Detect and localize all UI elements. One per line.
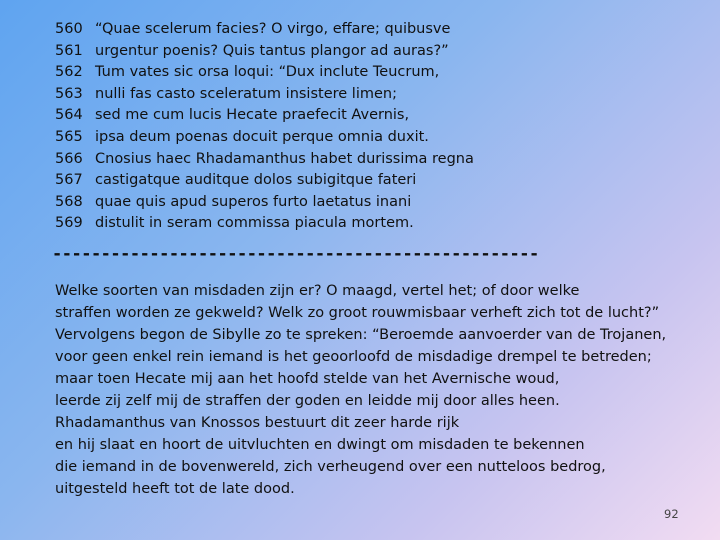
translation-line: die iemand in de bovenwereld, zich verheugend over een nutteloos bedrog, bbox=[55, 459, 606, 475]
line-number: 564 bbox=[55, 107, 83, 124]
translation-line: leerde zij zelf mij de straffen der goden en leidde mij door alles heen. bbox=[55, 393, 560, 409]
dashed-divider: -------------------------------------------------- bbox=[52, 244, 539, 264]
latin-line bbox=[55, 213, 474, 235]
line-number: 568 bbox=[55, 193, 83, 210]
dutch-translation-block bbox=[55, 280, 666, 500]
line-number: 562 bbox=[55, 64, 83, 81]
line-number: 567 bbox=[55, 172, 83, 189]
line-number: 565 bbox=[55, 128, 83, 145]
line-number: 561 bbox=[55, 42, 83, 59]
translation-line: Rhadamanthus van Knossos bestuurt dit zeer harde rijk bbox=[55, 415, 460, 431]
translation-line: uitgesteld heeft tot de late dood. bbox=[55, 481, 295, 497]
line-number: 569 bbox=[55, 215, 83, 232]
latin-verse: castigatque auditque dolos subigitque fateri bbox=[95, 172, 417, 189]
translation-line: voor geen enkel rein iemand is het geoorloofd de misdadige drempel te betreden; bbox=[55, 349, 652, 365]
latin-line bbox=[55, 19, 474, 41]
latin-verse: sed me cum lucis Hecate praefecit Avernis, bbox=[95, 107, 410, 124]
translation-line: Vervolgens begon de Sibylle zo te spreken: “Beroemde aanvoerder van de Trojanen, bbox=[55, 327, 667, 343]
latin-line bbox=[55, 105, 474, 127]
page-number: 92 bbox=[664, 507, 679, 521]
latin-verse: “Quae scelerum facies? O virgo, effare; quibusve bbox=[95, 21, 451, 37]
translation-line: straffen worden ze gekweld? Welk zo groot rouwmisbaar verheft zich tot de lucht?” bbox=[55, 305, 660, 321]
translation-line: maar toen Hecate mij aan het hoofd stelde van het Avernische woud, bbox=[55, 371, 560, 387]
line-number: 566 bbox=[55, 150, 83, 167]
latin-line bbox=[55, 192, 474, 214]
latin-line bbox=[55, 62, 474, 84]
latin-line bbox=[55, 84, 474, 106]
latin-verse: Tum vates sic orsa loqui: “Dux inclute Teucrum, bbox=[95, 64, 440, 81]
latin-verse: Cnosius haec Rhadamanthus habet durissima regna bbox=[95, 150, 474, 167]
latin-verse: ipsa deum poenas docuit perque omnia duxit. bbox=[95, 128, 429, 145]
latin-line bbox=[55, 170, 474, 192]
translation-line: Welke soorten van misdaden zijn er? O maagd, vertel het; of door welke bbox=[55, 283, 580, 299]
latin-verse: quae quis apud superos furto laetatus inani bbox=[95, 193, 412, 210]
latin-text-block bbox=[55, 19, 474, 235]
latin-line bbox=[55, 127, 474, 149]
latin-line bbox=[55, 149, 474, 171]
line-number: 560 bbox=[55, 21, 83, 37]
line-number: 563 bbox=[55, 85, 83, 102]
latin-verse: distulit in seram commissa piacula mortem. bbox=[95, 215, 414, 232]
latin-verse: nulli fas casto sceleratum insistere limen; bbox=[95, 85, 397, 102]
latin-verse: urgentur poenis? Quis tantus plangor ad auras?” bbox=[95, 42, 449, 59]
translation-line: en hij slaat en hoort de uitvluchten en dwingt om misdaden te bekennen bbox=[55, 437, 585, 453]
latin-line bbox=[55, 41, 474, 63]
